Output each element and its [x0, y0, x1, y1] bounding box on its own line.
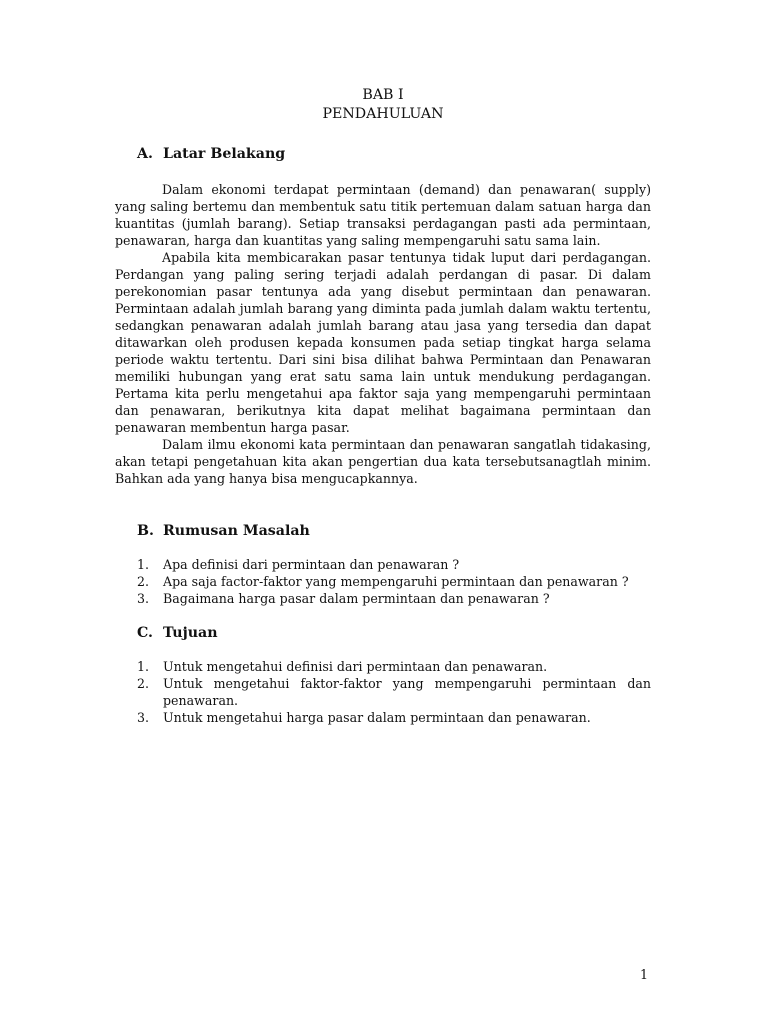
- section-c-heading: [115, 624, 651, 643]
- section-b-heading: [115, 522, 651, 541]
- list-number: 1.: [137, 659, 150, 674]
- list-text: Apa saja factor-faktor yang mempengaruhi permintaan dan penawaran ?: [163, 574, 629, 589]
- list-item: [115, 709, 651, 726]
- chapter-number: BAB I: [362, 87, 404, 103]
- list-text: Untuk mengetahui faktor-faktor yang mempengaruhi permintaan dan penawaran.: [163, 676, 651, 708]
- section-a-title: Latar Belakang: [163, 146, 286, 162]
- section-a-letter: A.: [137, 146, 153, 162]
- chapter-title: PENDAHULUAN: [322, 106, 444, 122]
- section-c-title: Tujuan: [163, 625, 218, 641]
- list-text: Untuk mengetahui harga pasar dalam permintaan dan penawaran.: [163, 710, 591, 725]
- document-page: [115, 86, 651, 726]
- list-number: 1.: [137, 557, 150, 572]
- list-text: Apa definisi dari permintaan dan penawaran ?: [163, 557, 460, 572]
- section-b-title: Rumusan Masalah: [163, 523, 310, 539]
- list-number: 2.: [137, 574, 150, 589]
- list-item: [115, 573, 651, 590]
- list-item: [115, 658, 651, 675]
- list-number: 3.: [137, 591, 150, 606]
- list-text: Bagaimana harga pasar dalam permintaan dan penawaran ?: [163, 591, 550, 606]
- list-item: [115, 590, 651, 607]
- list-number: 2.: [137, 676, 150, 691]
- objective-list: [115, 658, 651, 726]
- list-item: [115, 675, 651, 709]
- list-item: [115, 556, 651, 573]
- list-text: Untuk mengetahui definisi dari permintaan dan penawaran.: [163, 659, 548, 674]
- problem-list: [115, 556, 651, 607]
- list-number: 3.: [137, 710, 150, 725]
- page-number: 1: [640, 967, 649, 982]
- section-c-letter: C.: [137, 625, 153, 641]
- paragraph-2: Apabila kita membicarakan pasar tentunya tidak luput dari perdagangan. Perdangan yang paling sering terjadi adalah perdangan di pasar. Di dalam perekonomian pasar tentunya ada yang disebut permintaan dan penawaran. Permintaan adalah jumlah barang yang diminta pada jumlah dalam waktu tertentu, sedangkan penawaran adalah jumlah barang atau jasa yang tersedia dan dapat ditawarkan oleh produsen kepada konsumen pada setiap tingkat harga selama periode waktu tertentu. Dari sini bisa dilihat bahwa Permintaan dan Penawaran memiliki hubungan yang erat satu sama lain untuk mendukung perdagangan. Pertama kita perlu mengetahui apa faktor saja yang mempengaruhi permintaan dan penawaran, berikutnya kita dapat melihat bagaimana permintaan dan penawaran membentun harga pasar.: [115, 250, 651, 435]
- section-b-letter: B.: [137, 523, 154, 539]
- paragraph-1: Dalam ekonomi terdapat permintaan (demand) dan penawaran( supply) yang saling bertemu dan membentuk satu titik pertemuan dalam satuan harga dan kuantitas (jumlah barang). Setiap transaksi perdagangan pasti ada permintaan, penawaran, harga dan kuantitas yang saling mempengaruhi satu sama lain.: [115, 182, 651, 248]
- section-a-heading: [115, 145, 651, 164]
- paragraph-3: Dalam ilmu ekonomi kata permintaan dan penawaran sangatlah tidakasing, akan tetapi pengetahuan kita akan pengertian dua kata tersebutsanagtlah minim. Bahkan ada yang hanya bisa mengucapkannya.: [115, 437, 651, 486]
